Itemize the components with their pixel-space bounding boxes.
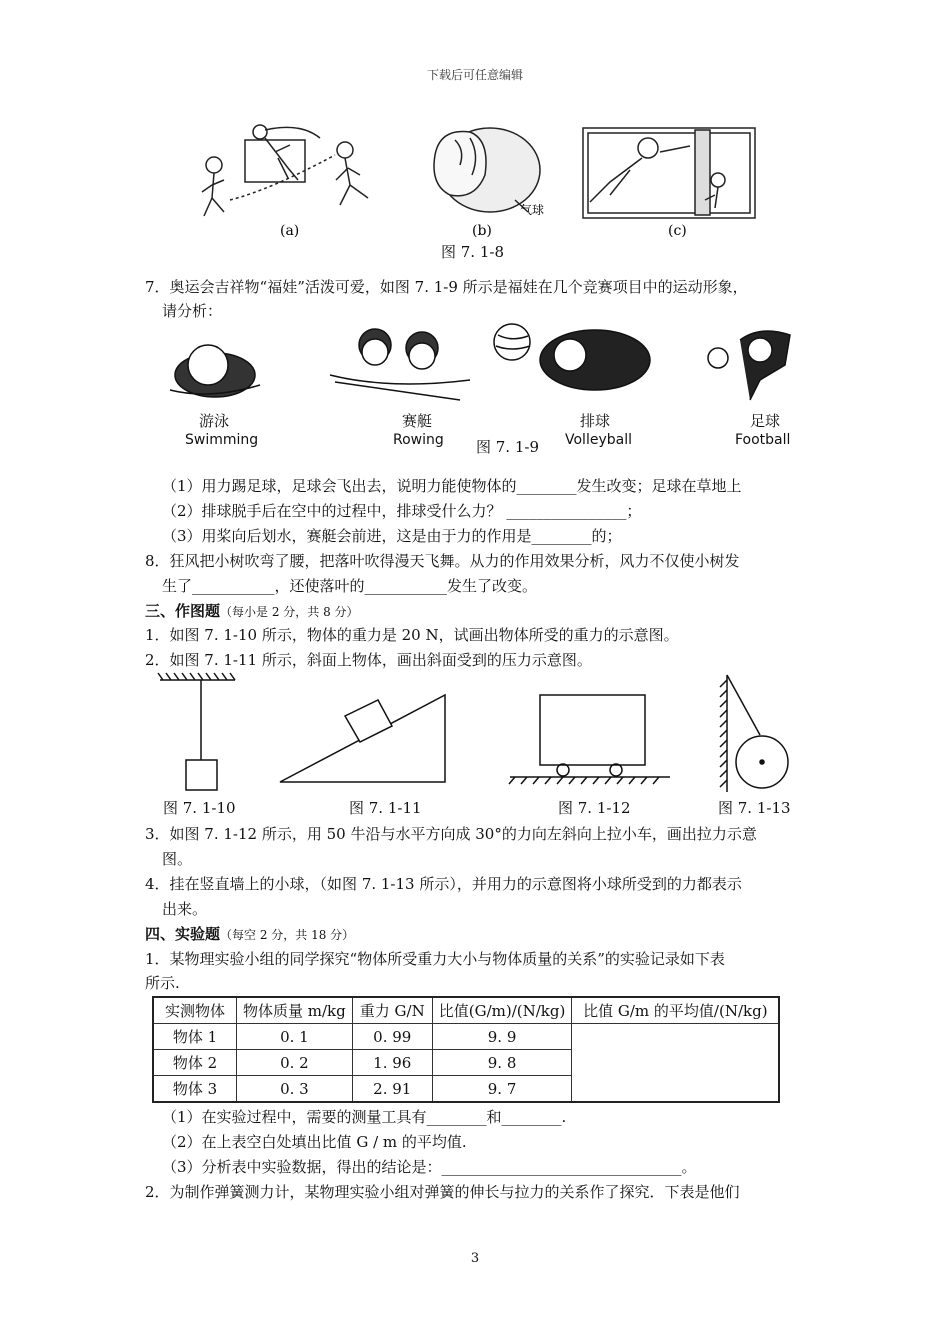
figures-7-1-10-to-13 <box>155 670 805 795</box>
sec3-q4: 4．挂在竖直墙上的小球，（如图 7. 1-13 所示），并用力的示意图将小球所受到的力都表示 <box>145 875 742 893</box>
q7-text: 7．奥运会吉祥物“福娃”活泼可爱，如图 7. 1-9 所示是福娃在几个竞赛项目中的运动形象， <box>145 278 748 296</box>
sec3-q4-cont: 出来。 <box>162 900 208 918</box>
table-cell: 9. 7 <box>432 1076 572 1103</box>
table-header-row <box>153 997 779 1024</box>
table-header: 物体质量 m/kg <box>237 997 353 1024</box>
sec3-q3-cont: 图。 <box>162 850 193 868</box>
section-3-title: 三、作图题 <box>145 602 221 620</box>
fig-7-1-13-ball-on-wall <box>720 675 788 792</box>
fig-b-balloon <box>434 128 540 212</box>
sec4-q1: 1．某物理实验小组的同学探究“物体所受重力大小与物体质量的关系”的实验记录如下表 <box>145 950 725 968</box>
table-header: 比值(G/m)/(N/kg) <box>432 997 572 1024</box>
swimming-mascot <box>170 345 260 397</box>
table-cell: 9. 8 <box>432 1050 572 1076</box>
section-3-heading <box>145 601 359 622</box>
q7-sub3: （3）用桨向后划水，赛艇会前进，这是由于力的作用是________的； <box>162 527 622 545</box>
q7-sub2: （2）排球脱手后在空中的过程中，排球受什么力？ ________________； <box>162 502 642 520</box>
table-row <box>153 1024 779 1050</box>
figure-7-1-9 <box>160 320 810 412</box>
figure-7-1-8 <box>190 120 770 245</box>
football-mascot <box>708 331 790 400</box>
table-cell: 9. 9 <box>432 1024 572 1050</box>
figure-7-1-9-caption: 图 7. 1-9 <box>476 438 540 456</box>
sec3-q2: 2．如图 7. 1-11 所示，斜面上物体，画出斜面受到的压力示意图。 <box>145 651 592 669</box>
sport-volleyball-cn: 排球 <box>580 412 611 430</box>
figure-7-1-10-caption: 图 7. 1-10 <box>163 799 236 817</box>
table-cell: 0. 3 <box>237 1076 353 1103</box>
section-4-title: 四、实验题 <box>145 925 221 943</box>
fig-a-soccer-scene <box>202 125 368 216</box>
section-4-note: （每空 2 分，共 18 分） <box>220 928 355 942</box>
sport-swimming-cn: 游泳 <box>199 412 230 430</box>
sport-football-cn: 足球 <box>750 412 781 430</box>
rowing-mascots <box>330 329 470 400</box>
table-header: 实测物体 <box>153 997 237 1024</box>
fig-c-door-scene <box>583 128 755 218</box>
table-cell: 0. 99 <box>352 1024 432 1050</box>
fig-b-label: (b) <box>472 223 492 239</box>
sport-volleyball-en: Volleyball <box>565 432 632 448</box>
q7-sub1: （1）用力踢足球，足球会飞出去，说明力能使物体的________发生改变；足球在草地上 <box>162 477 742 495</box>
balloon-label: 气球 <box>520 203 545 217</box>
fig-7-1-11-incline <box>280 695 445 782</box>
figure-7-1-11-caption: 图 7. 1-11 <box>349 799 422 817</box>
figure-7-1-12-caption: 图 7. 1-12 <box>558 799 631 817</box>
sec3-q3: 3．如图 7. 1-12 所示，用 50 牛沿与水平方向成 30°的力向左斜向上拉小车，画出拉力示意 <box>145 825 757 843</box>
q8-text-cont: 生了___________，还使落叶的___________发生了改变。 <box>162 577 538 595</box>
sec4-s3: （3）分析表中实验数据，得出的结论是：________________________________。 <box>162 1158 697 1176</box>
table-cell: 物体 3 <box>153 1076 237 1103</box>
table-cell: 1. 96 <box>352 1050 432 1076</box>
sec4-q2: 2．为制作弹簧测力计，某物理实验小组对弹簧的伸长与拉力的关系作了探究．下表是他们 <box>145 1183 740 1201</box>
sec4-s2: （2）在上表空白处填出比值 G / m 的平均值. <box>162 1133 467 1151</box>
average-blank-cell[interactable] <box>572 1024 780 1103</box>
sec4-q1-cont: 所示. <box>145 974 180 992</box>
sport-swimming-en: Swimming <box>185 432 259 448</box>
table-cell: 物体 1 <box>153 1024 237 1050</box>
page-number: 3 <box>470 1251 480 1266</box>
sec4-s1: （1）在实验过程中，需要的测量工具有________和________. <box>162 1108 567 1126</box>
section-4-heading <box>145 924 354 945</box>
sport-football-en: Football <box>735 432 791 448</box>
sport-rowing-en: Rowing <box>393 432 444 448</box>
sec3-q1: 1．如图 7. 1-10 所示，物体的重力是 20 N，试画出物体所受的重力的示意图。 <box>145 626 679 644</box>
fig-a-label: (a) <box>280 223 300 239</box>
section-3-note: （每小是 2 分，共 8 分） <box>220 605 359 619</box>
figure-7-1-13-caption: 图 7. 1-13 <box>718 799 791 817</box>
figure-7-1-8-caption: 图 7. 1-8 <box>441 243 505 261</box>
table-header: 比值 G/m 的平均值/(N/kg) <box>572 997 780 1024</box>
table-cell: 物体 2 <box>153 1050 237 1076</box>
fig-c-label: (c) <box>668 223 687 239</box>
q8-text: 8．狂风把小树吹弯了腰，把落叶吹得漫天飞舞。从力的作用效果分析，风力不仅使小树发 <box>145 552 740 570</box>
fig-7-1-10-hanging-block <box>158 673 235 790</box>
sport-rowing-cn: 赛艇 <box>402 412 433 430</box>
gravity-mass-table <box>152 996 780 1103</box>
table-cell: 0. 1 <box>237 1024 353 1050</box>
fig-7-1-12-cart <box>509 695 670 784</box>
q7-text-cont: 请分析： <box>162 302 223 320</box>
table-cell: 2. 91 <box>352 1076 432 1103</box>
volleyball-mascot <box>494 324 650 390</box>
table-header: 重力 G/N <box>352 997 432 1024</box>
table-cell: 0. 2 <box>237 1050 353 1076</box>
page-header: 下载后可任意编辑 <box>426 68 523 82</box>
